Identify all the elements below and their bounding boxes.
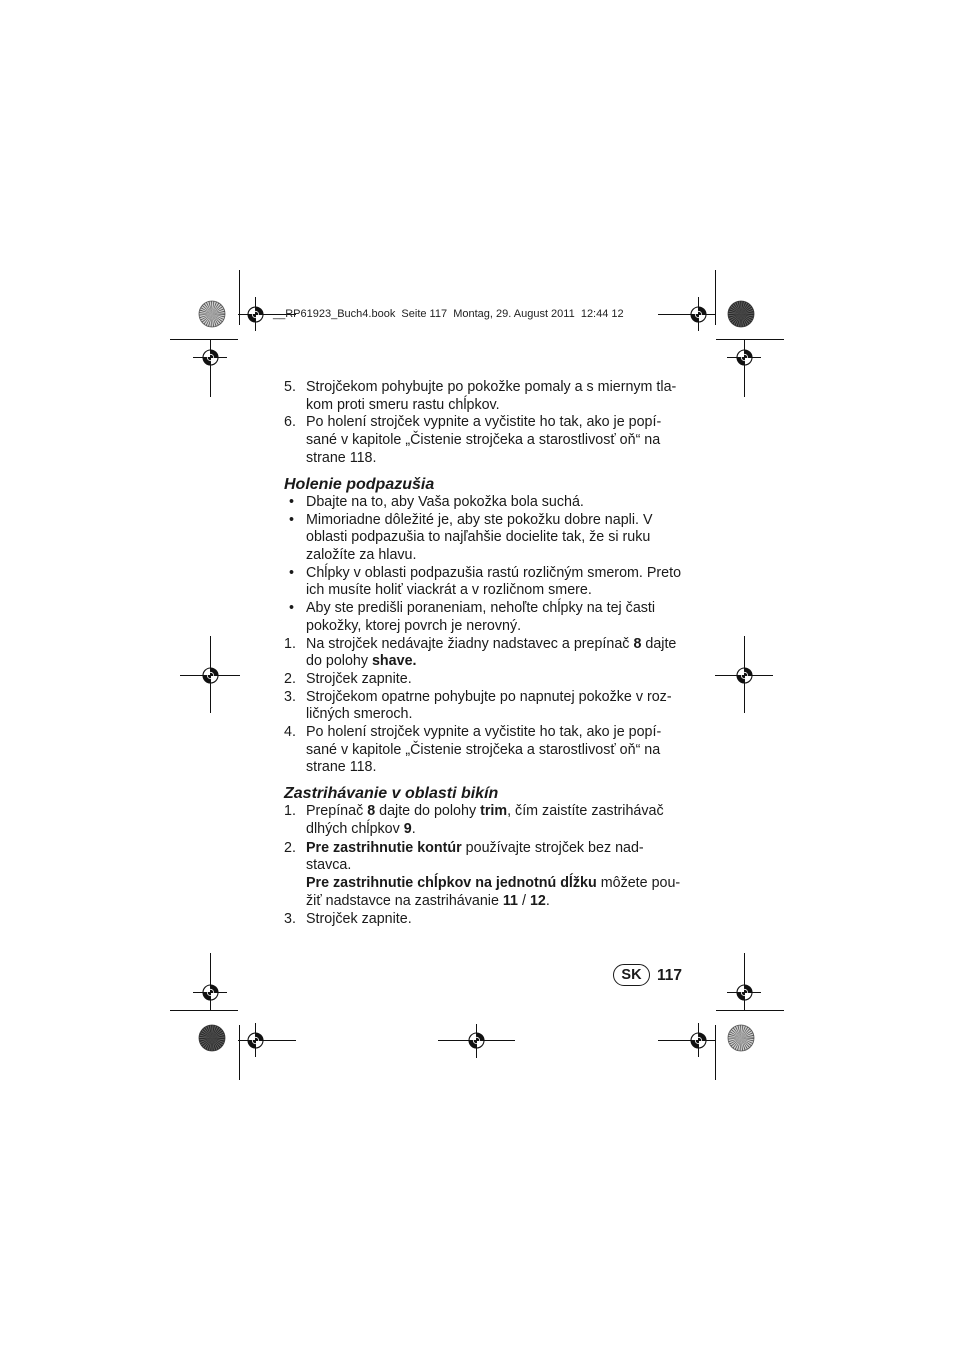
text-line [284,840,704,858]
text-segment: . [545,892,550,909]
text-segment: dlhých chĺpkov [306,820,404,837]
text-line [284,653,704,671]
emphasis-term: Pre zastrihnutie kontúr [306,839,462,856]
step-number: 1. [284,635,296,652]
bullet: • [289,494,295,510]
step-number: 5. [284,379,296,395]
numbered-step [284,671,704,689]
text-line: Strojčekom opatrne pohybujte po napnutej pokožke v roz- [306,688,672,705]
part-number: 9 [403,820,412,837]
text-line [284,803,704,821]
section-heading: Zastrihávanie v oblasti bikín [284,785,499,802]
text-line: Strojček zapnite. [306,670,412,687]
text-line: sané v kapitole „Čistenie strojčeka a starostlivosť oň“ na [306,432,661,449]
step-number: 6. [284,414,296,431]
text-line [284,636,704,654]
registration-target-icon [203,668,218,683]
text-line: ličných smeroch. [306,706,413,723]
starburst-icon [199,301,225,327]
text-segment: / [518,892,530,909]
numbered-step [284,724,704,777]
starburst-icon [728,1025,754,1051]
text-line: založíte za hlavu. [306,547,417,564]
step-number: 3. [284,910,296,927]
text-segment: dajte do polohy [375,803,481,819]
bullet: • [289,600,295,617]
switch-number: 8 [367,803,376,819]
numbered-step [284,414,704,467]
text-segment: Prepínač [306,803,368,819]
shaving-steps-continued [284,379,704,467]
step-number: 2. [284,670,296,687]
setting-name: trim [480,803,508,819]
text-line: stavca. [306,857,352,874]
text-line: Po holení strojček vypnite a vyčistite ho tak, ako je popí- [306,414,662,431]
text-line: pokožky, ktorej povrch je nerovný. [306,617,522,634]
bullet: • [289,511,295,528]
registration-target-icon [691,1033,706,1048]
text-segment: dajte [641,635,677,652]
language-badge: SK [613,964,650,986]
text-segment: Na strojček nedávajte žiadny nadstavec a prepínač [306,635,634,652]
registration-target-icon [248,1033,263,1048]
print-slug: __RP61923_Buch4.book Seite 117 Montag, 29. August 2011 12:44 12 [273,308,624,320]
text-line: Chĺpky v oblasti podpazušia rastú rozličným smerom. Preto [306,564,682,581]
text-line: Strojček zapnite. [306,910,412,927]
bullet-item [284,494,704,512]
starburst-icon [199,1025,225,1051]
text-line: Aby ste predišli poraneniam, nehoľte chĺpky na tej časti [306,600,656,617]
page-number: 117 [657,967,683,984]
emphasis-term: Pre zastrihnutie chĺpkov na jednotnú dĺžku [306,875,597,892]
text-line: oblasti podpazušia to najľahšie docielite tak, že si ruku [306,529,651,546]
registration-target-icon [248,307,263,322]
step-number: 1. [284,803,296,819]
registration-target-icon [737,985,752,1000]
text-line: ich musíte holiť viackrát a v rozličnom smere. [306,582,592,599]
underarm-section [284,494,704,777]
bikini-section [284,803,704,929]
text-line: kom proti smeru rastu chĺpkov. [306,396,500,413]
text-line: Strojčekom pohybujte po pokožke pomaly a s miernym tla- [306,379,677,395]
numbered-step [284,379,704,414]
text-line [284,875,704,893]
text-segment: žiť nadstavce na zastrihávanie [306,892,503,909]
switch-number: 8 [633,635,642,652]
registration-target-icon [737,350,752,365]
text-line: strane 118. [306,449,377,466]
registration-target-icon [691,307,706,322]
numbered-step [284,689,704,724]
numbered-step [284,803,704,839]
registration-target-icon [737,668,752,683]
registration-target-icon [203,350,218,365]
text-line [284,893,704,911]
bullet-item [284,512,704,565]
text-segment: , čím zaistíte zastrihávač [507,803,664,819]
setting-name: shave. [371,653,417,670]
text-segment: môžete pou- [596,875,681,892]
text-segment: používajte strojček bez nad- [461,839,644,856]
numbered-step [284,911,704,929]
text-line: Po holení strojček vypnite a vyčistite ho tak, ako je popí- [306,723,662,740]
bullet: • [289,564,295,581]
numbered-step [284,840,704,911]
step-number: 4. [284,723,296,740]
text-line: strane 118. [306,759,377,776]
text-segment: . [411,820,416,837]
text-line [284,821,704,839]
part-number: 11 [502,892,519,909]
section-heading: Holenie podpazušia [284,476,435,493]
starburst-icon [728,301,754,327]
step-number: 3. [284,688,296,705]
part-number: 12 [529,892,546,909]
bullet-item [284,600,704,635]
text-segment: do polohy [306,653,372,670]
numbered-step [284,636,704,671]
registration-target-icon [203,985,218,1000]
registration-target-icon [469,1033,484,1048]
text-line: Mimoriadne dôležité je, aby ste pokožku dobre napli. V [306,511,653,528]
bullet-item [284,565,704,600]
step-number: 2. [284,839,296,856]
text-line: sané v kapitole „Čistenie strojčeka a starostlivosť oň“ na [306,741,661,758]
text-line: Dbajte na to, aby Vaša pokožka bola suchá. [306,494,584,510]
